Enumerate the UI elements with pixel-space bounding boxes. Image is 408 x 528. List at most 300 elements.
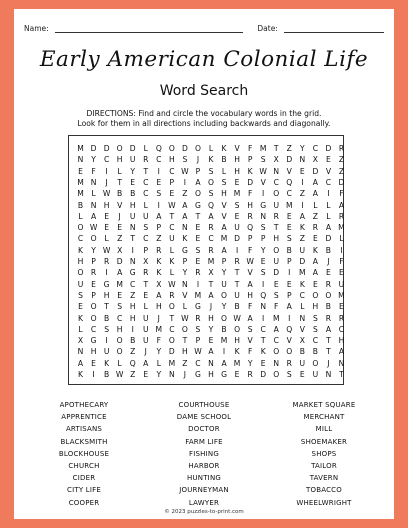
grid-letter[interactable]: A <box>273 324 279 334</box>
grid-letter[interactable]: R <box>208 223 214 233</box>
grid-letter[interactable]: E <box>169 189 175 199</box>
grid-letter[interactable]: V <box>221 211 227 221</box>
grid-letter[interactable]: E <box>299 370 305 379</box>
grid-letter[interactable]: K <box>234 347 240 357</box>
grid-letter[interactable]: O <box>221 313 228 323</box>
grid-letter[interactable]: M <box>220 234 228 244</box>
grid-letter[interactable]: A <box>312 189 318 199</box>
grid-letter[interactable]: F <box>91 166 96 176</box>
grid-letter[interactable]: A <box>195 177 201 187</box>
grid-letter[interactable]: L <box>91 189 96 199</box>
grid-letter[interactable]: Z <box>299 234 305 244</box>
grid-letter[interactable]: L <box>78 211 83 221</box>
grid-letter[interactable]: S <box>260 155 266 165</box>
grid-letter[interactable]: F <box>247 347 253 357</box>
grid-letter[interactable]: G <box>221 370 227 379</box>
grid-letter[interactable]: J <box>157 313 160 323</box>
grid-letter[interactable]: W <box>89 223 98 233</box>
grid-letter[interactable]: R <box>286 358 292 368</box>
grid-letter[interactable]: N <box>169 370 175 379</box>
grid-letter[interactable]: P <box>247 234 253 244</box>
grid-letter[interactable]: N <box>299 155 306 165</box>
grid-letter[interactable]: B <box>104 313 110 323</box>
grid-letter[interactable]: E <box>208 336 214 346</box>
grid-letter[interactable]: C <box>299 290 305 300</box>
grid-letter[interactable]: K <box>299 223 305 233</box>
grid-letter[interactable]: C <box>156 155 162 165</box>
grid-letter[interactable]: W <box>102 189 111 199</box>
grid-letter[interactable]: H <box>129 200 136 210</box>
grid-letter[interactable]: Z <box>338 166 345 176</box>
grid-letter[interactable]: Z <box>286 144 292 153</box>
grid-letter[interactable]: K <box>169 257 175 266</box>
grid-letter[interactable]: P <box>195 166 201 176</box>
grid-letter[interactable]: Q <box>247 223 254 233</box>
grid-letter[interactable]: T <box>339 370 344 379</box>
grid-letter[interactable]: Y <box>221 268 227 278</box>
grid-letter[interactable]: C <box>117 313 123 323</box>
grid-letter[interactable]: W <box>233 313 241 323</box>
grid-letter[interactable]: G <box>181 245 188 255</box>
grid-letter[interactable]: R <box>325 279 332 289</box>
grid-letter[interactable]: S <box>312 324 318 334</box>
grid-letter[interactable]: Y <box>156 347 162 357</box>
grid-letter[interactable]: R <box>325 313 332 323</box>
grid-letter[interactable]: U <box>129 155 136 165</box>
grid-letter[interactable]: N <box>260 211 267 221</box>
grid-letter[interactable]: S <box>195 324 201 334</box>
grid-letter[interactable]: B <box>130 189 136 199</box>
grid-letter[interactable]: U <box>299 358 306 368</box>
grid-letter[interactable]: P <box>91 257 96 266</box>
grid-letter[interactable]: K <box>78 245 84 255</box>
grid-letter[interactable]: N <box>182 223 188 233</box>
grid-letter[interactable]: G <box>195 302 201 312</box>
grid-letter[interactable]: U <box>312 370 319 379</box>
grid-letter[interactable]: A <box>182 200 188 210</box>
grid-letter[interactable]: H <box>338 336 345 346</box>
grid-letter[interactable]: E <box>299 166 305 176</box>
grid-letter[interactable]: R <box>156 245 162 255</box>
grid-letter[interactable]: A <box>299 211 305 221</box>
grid-letter[interactable]: P <box>286 290 292 300</box>
grid-letter[interactable]: U <box>338 279 345 289</box>
grid-letter[interactable]: C <box>325 177 332 187</box>
grid-letter[interactable]: C <box>103 155 110 165</box>
grid-letter[interactable]: J <box>183 370 187 379</box>
grid-letter[interactable]: Y <box>221 302 227 312</box>
grid-letter[interactable]: B <box>221 155 227 165</box>
grid-letter[interactable]: E <box>195 257 201 266</box>
grid-letter[interactable]: W <box>181 166 189 176</box>
grid-letter[interactable]: M <box>220 336 228 346</box>
grid-letter[interactable]: A <box>312 257 318 266</box>
grid-letter[interactable]: A <box>208 290 214 300</box>
grid-letter[interactable]: Y <box>91 245 96 255</box>
grid-letter[interactable]: E <box>117 223 123 233</box>
grid-letter[interactable]: B <box>286 245 292 255</box>
grid-letter[interactable]: B <box>299 347 305 357</box>
grid-letter[interactable]: S <box>208 189 214 199</box>
grid-letter[interactable]: F <box>339 257 344 266</box>
grid-letter[interactable]: D <box>168 347 175 357</box>
grid-letter[interactable]: U <box>142 313 149 323</box>
grid-letter[interactable]: F <box>247 189 253 199</box>
grid-letter[interactable]: P <box>195 336 201 346</box>
grid-letter[interactable]: E <box>156 177 162 187</box>
grid-letter[interactable]: U <box>299 245 306 255</box>
grid-letter[interactable]: T <box>260 336 266 346</box>
grid-letter[interactable]: I <box>183 177 187 187</box>
grid-letter[interactable]: W <box>115 370 124 379</box>
grid-letter[interactable]: Z <box>299 189 305 199</box>
grid-letter[interactable]: H <box>221 189 227 199</box>
grid-letter[interactable]: B <box>325 302 332 312</box>
grid-letter[interactable]: V <box>182 290 188 300</box>
grid-letter[interactable]: A <box>325 223 332 233</box>
grid-letter[interactable]: C <box>286 189 292 199</box>
grid-letter[interactable]: C <box>169 166 175 176</box>
grid-letter[interactable]: W <box>246 257 254 266</box>
grid-letter[interactable]: J <box>196 155 200 165</box>
grid-letter[interactable]: H <box>77 257 84 266</box>
grid-letter[interactable]: I <box>105 166 108 176</box>
grid-letter[interactable]: K <box>260 347 266 357</box>
grid-letter[interactable]: L <box>169 268 174 278</box>
grid-letter[interactable]: N <box>260 302 267 312</box>
grid-letter[interactable]: H <box>129 313 136 323</box>
grid-letter[interactable]: E <box>117 290 123 300</box>
grid-letter[interactable]: L <box>221 166 227 176</box>
grid-letter[interactable]: V <box>247 336 253 346</box>
grid-letter[interactable]: R <box>234 257 240 266</box>
grid-letter[interactable]: D <box>234 234 241 244</box>
grid-letter[interactable]: L <box>143 302 148 312</box>
grid-letter[interactable]: Q <box>155 144 162 153</box>
grid-letter[interactable]: B <box>234 302 240 312</box>
grid-letter[interactable]: A <box>338 347 345 357</box>
grid-letter[interactable]: T <box>234 268 240 278</box>
grid-letter[interactable]: O <box>312 290 319 300</box>
grid-letter[interactable]: L <box>313 200 318 210</box>
grid-letter[interactable]: B <box>77 200 84 210</box>
grid-letter[interactable]: T <box>182 336 188 346</box>
grid-letter[interactable]: S <box>143 223 149 233</box>
grid-letter[interactable]: W <box>181 313 189 323</box>
grid-letter[interactable]: T <box>234 279 240 289</box>
grid-letter[interactable]: K <box>299 279 305 289</box>
grid-letter[interactable]: S <box>208 166 214 176</box>
grid-letter[interactable]: A <box>312 268 318 278</box>
grid-letter[interactable]: C <box>90 324 97 334</box>
grid-letter[interactable]: E <box>260 358 266 368</box>
grid-letter[interactable]: X <box>312 155 318 165</box>
grid-letter[interactable]: T <box>117 177 122 187</box>
grid-letter[interactable]: H <box>129 302 136 312</box>
grid-letter[interactable]: A <box>221 358 227 368</box>
grid-letter[interactable]: S <box>182 155 188 165</box>
grid-letter[interactable]: E <box>234 370 240 379</box>
grid-letter[interactable]: E <box>339 268 344 278</box>
grid-letter[interactable]: N <box>273 166 280 176</box>
grid-letter[interactable]: E <box>78 302 83 312</box>
grid-letter[interactable]: I <box>131 245 134 255</box>
grid-letter[interactable]: E <box>195 223 201 233</box>
grid-letter[interactable]: M <box>299 268 306 278</box>
grid-letter[interactable]: M <box>259 144 267 153</box>
grid-letter[interactable]: R <box>195 268 201 278</box>
grid-letter[interactable]: O <box>273 347 280 357</box>
grid-letter[interactable]: H <box>103 200 110 210</box>
grid-letter[interactable]: N <box>129 223 136 233</box>
grid-letter[interactable]: S <box>234 200 240 210</box>
grid-letter[interactable]: I <box>262 313 265 323</box>
grid-letter[interactable]: L <box>143 200 148 210</box>
grid-letter[interactable]: A <box>312 177 318 187</box>
grid-letter[interactable]: J <box>118 211 121 221</box>
grid-letter[interactable]: G <box>103 279 110 289</box>
grid-letter[interactable]: E <box>234 177 240 187</box>
grid-letter[interactable]: B <box>221 324 227 334</box>
grid-letter[interactable]: L <box>117 358 122 368</box>
grid-letter[interactable]: K <box>208 155 214 165</box>
grid-letter[interactable]: J <box>144 347 147 357</box>
grid-letter[interactable]: M <box>155 324 163 334</box>
grid-letter[interactable]: N <box>299 313 306 323</box>
grid-letter[interactable]: S <box>260 223 266 233</box>
grid-letter[interactable]: U <box>142 324 149 334</box>
grid-letter[interactable]: R <box>273 211 279 221</box>
grid-letter[interactable]: C <box>169 223 175 233</box>
grid-letter[interactable]: B <box>130 336 136 346</box>
grid-letter[interactable]: C <box>208 234 214 244</box>
grid-letter[interactable]: V <box>234 144 240 153</box>
grid-letter[interactable]: R <box>338 144 345 153</box>
grid-letter[interactable]: R <box>195 313 201 323</box>
grid-letter[interactable]: Y <box>300 144 305 153</box>
grid-letter[interactable]: O <box>116 336 123 346</box>
grid-letter[interactable]: H <box>90 347 97 357</box>
grid-letter[interactable]: T <box>326 347 331 357</box>
grid-letter[interactable]: M <box>272 313 280 323</box>
grid-letter[interactable]: N <box>129 257 136 266</box>
grid-letter[interactable]: Q <box>260 290 267 300</box>
grid-letter[interactable]: M <box>207 257 215 266</box>
grid-letter[interactable]: O <box>168 302 175 312</box>
grid-letter[interactable]: H <box>168 155 175 165</box>
grid-letter[interactable]: G <box>129 268 136 278</box>
grid-letter[interactable]: S <box>156 189 162 199</box>
grid-letter[interactable]: O <box>234 324 241 334</box>
grid-letter[interactable]: N <box>77 347 84 357</box>
grid-letter[interactable]: E <box>273 279 279 289</box>
grid-letter[interactable]: H <box>312 302 319 312</box>
grid-letter[interactable]: P <box>156 223 162 233</box>
grid-letter[interactable]: I <box>262 279 265 289</box>
grid-letter[interactable]: C <box>312 336 319 346</box>
grid-letter[interactable]: Y <box>208 324 214 334</box>
grid-letter[interactable]: J <box>327 257 330 266</box>
grid-letter[interactable]: M <box>233 358 241 368</box>
grid-letter[interactable]: I <box>288 268 291 278</box>
grid-letter[interactable]: G <box>195 200 201 210</box>
grid-letter[interactable]: C <box>143 189 149 199</box>
grid-letter[interactable]: L <box>326 200 331 210</box>
grid-letter[interactable]: R <box>312 223 318 233</box>
grid-letter[interactable]: A <box>221 245 227 255</box>
grid-letter[interactable]: T <box>130 234 136 244</box>
grid-letter[interactable]: C <box>143 177 149 187</box>
grid-letter[interactable]: E <box>143 290 149 300</box>
grid-letter[interactable]: O <box>116 347 123 357</box>
grid-letter[interactable]: Q <box>286 324 293 334</box>
grid-letter[interactable]: D <box>90 144 97 153</box>
grid-letter[interactable]: R <box>247 211 253 221</box>
grid-letter[interactable]: I <box>327 189 330 199</box>
grid-letter[interactable]: G <box>195 370 201 379</box>
grid-letter[interactable]: R <box>247 370 253 379</box>
grid-letter[interactable]: J <box>209 302 213 312</box>
grid-letter[interactable]: S <box>78 290 83 300</box>
grid-letter[interactable]: V <box>260 177 266 187</box>
grid-letter[interactable]: R <box>208 245 214 255</box>
grid-letter[interactable]: W <box>102 245 111 255</box>
grid-letter[interactable]: X <box>299 336 305 346</box>
grid-letter[interactable]: H <box>116 324 123 334</box>
grid-letter[interactable]: W <box>168 279 176 289</box>
grid-letter[interactable]: J <box>327 358 330 368</box>
grid-letter[interactable]: R <box>338 313 345 323</box>
grid-letter[interactable]: Y <box>260 245 266 255</box>
grid-letter[interactable]: L <box>208 144 214 153</box>
grid-letter[interactable]: O <box>90 234 97 244</box>
grid-letter[interactable]: B <box>117 189 123 199</box>
grid-letter[interactable]: I <box>262 189 265 199</box>
grid-letter[interactable]: Z <box>182 358 188 368</box>
grid-letter[interactable]: Q <box>208 200 214 210</box>
grid-letter[interactable]: N <box>338 358 345 368</box>
grid-letter[interactable]: W <box>194 347 202 357</box>
grid-letter[interactable]: E <box>326 155 331 165</box>
grid-letter[interactable]: M <box>233 189 241 199</box>
grid-letter[interactable]: C <box>130 279 136 289</box>
grid-letter[interactable]: E <box>326 268 331 278</box>
grid-letter[interactable]: T <box>195 211 201 221</box>
grid-letter[interactable]: L <box>182 302 188 312</box>
grid-letter[interactable]: V <box>286 336 292 346</box>
grid-letter[interactable]: A <box>338 200 345 210</box>
grid-letter[interactable]: C <box>338 324 345 334</box>
grid-letter[interactable]: R <box>338 211 345 221</box>
grid-letter[interactable]: T <box>273 223 279 233</box>
grid-letter[interactable]: E <box>234 211 240 221</box>
grid-letter[interactable]: L <box>300 302 305 312</box>
grid-letter[interactable]: L <box>104 234 109 244</box>
grid-letter[interactable]: X <box>208 268 214 278</box>
grid-letter[interactable]: E <box>260 257 266 266</box>
grid-letter[interactable]: O <box>77 223 84 233</box>
grid-letter[interactable]: I <box>288 313 291 323</box>
grid-letter[interactable]: A <box>325 324 332 334</box>
grid-letter[interactable]: E <box>104 211 110 221</box>
grid-letter[interactable]: A <box>247 313 253 323</box>
grid-letter[interactable]: O <box>194 144 201 153</box>
grid-letter[interactable]: Y <box>182 268 188 278</box>
grid-letter[interactable]: D <box>325 144 332 153</box>
grid-letter[interactable]: I <box>301 177 304 187</box>
grid-letter[interactable]: C <box>195 358 201 368</box>
grid-letter[interactable]: Y <box>247 358 253 368</box>
grid-letter[interactable]: X <box>143 257 149 266</box>
grid-letter[interactable]: J <box>105 177 108 187</box>
grid-letter[interactable]: Y <box>156 370 162 379</box>
grid-letter[interactable]: H <box>234 155 240 165</box>
grid-letter[interactable]: D <box>312 166 319 176</box>
grid-letter[interactable]: O <box>208 177 214 187</box>
grid-letter[interactable]: D <box>129 144 136 153</box>
grid-letter[interactable]: A <box>117 268 123 278</box>
grid-letter[interactable]: E <box>91 279 96 289</box>
grid-letter[interactable]: P <box>260 234 266 244</box>
grid-letter[interactable]: T <box>169 211 175 221</box>
grid-letter[interactable]: X <box>273 155 279 165</box>
grid-letter[interactable]: M <box>285 200 293 210</box>
grid-letter[interactable]: B <box>312 347 318 357</box>
grid-letter[interactable]: N <box>208 358 214 368</box>
grid-letter[interactable]: I <box>301 200 304 210</box>
grid-letter[interactable]: A <box>208 211 214 221</box>
grid-letter[interactable]: F <box>247 144 253 153</box>
grid-letter[interactable]: E <box>91 358 96 368</box>
grid-letter[interactable]: U <box>129 211 136 221</box>
date-line[interactable] <box>284 23 384 33</box>
grid-letter[interactable]: S <box>247 324 253 334</box>
grid-letter[interactable]: S <box>117 302 123 312</box>
grid-letter[interactable]: T <box>169 313 175 323</box>
grid-letter[interactable]: Y <box>91 155 96 165</box>
grid-letter[interactable]: I <box>105 336 108 346</box>
grid-letter[interactable]: S <box>260 268 266 278</box>
grid-letter[interactable]: I <box>235 245 239 255</box>
grid-letter[interactable]: U <box>221 279 227 289</box>
grid-letter[interactable]: T <box>273 144 279 153</box>
grid-letter[interactable]: F <box>247 245 253 255</box>
grid-letter[interactable]: S <box>104 324 110 334</box>
grid-letter[interactable]: L <box>326 211 331 221</box>
grid-letter[interactable]: Z <box>130 347 136 357</box>
grid-letter[interactable]: I <box>340 245 343 255</box>
grid-letter[interactable]: N <box>77 155 84 165</box>
grid-letter[interactable]: H <box>155 302 162 312</box>
grid-letter[interactable]: O <box>325 290 332 300</box>
grid-letter[interactable]: E <box>78 166 83 176</box>
grid-letter[interactable]: O <box>77 268 84 278</box>
grid-letter[interactable]: L <box>339 234 344 244</box>
grid-letter[interactable]: F <box>247 302 253 312</box>
grid-letter[interactable]: F <box>156 336 161 346</box>
grid-letter[interactable]: Z <box>182 189 188 199</box>
grid-letter[interactable]: D <box>273 268 280 278</box>
grid-letter[interactable]: U <box>142 211 149 221</box>
grid-letter[interactable]: A <box>90 211 97 221</box>
grid-letter[interactable]: A <box>208 347 214 357</box>
grid-letter[interactable]: S <box>195 245 201 255</box>
grid-letter[interactable]: E <box>286 279 292 289</box>
grid-letter[interactable]: P <box>221 257 227 266</box>
grid-letter[interactable]: O <box>116 144 123 153</box>
grid-letter[interactable]: U <box>234 223 240 233</box>
grid-letter[interactable]: E <box>339 302 344 312</box>
